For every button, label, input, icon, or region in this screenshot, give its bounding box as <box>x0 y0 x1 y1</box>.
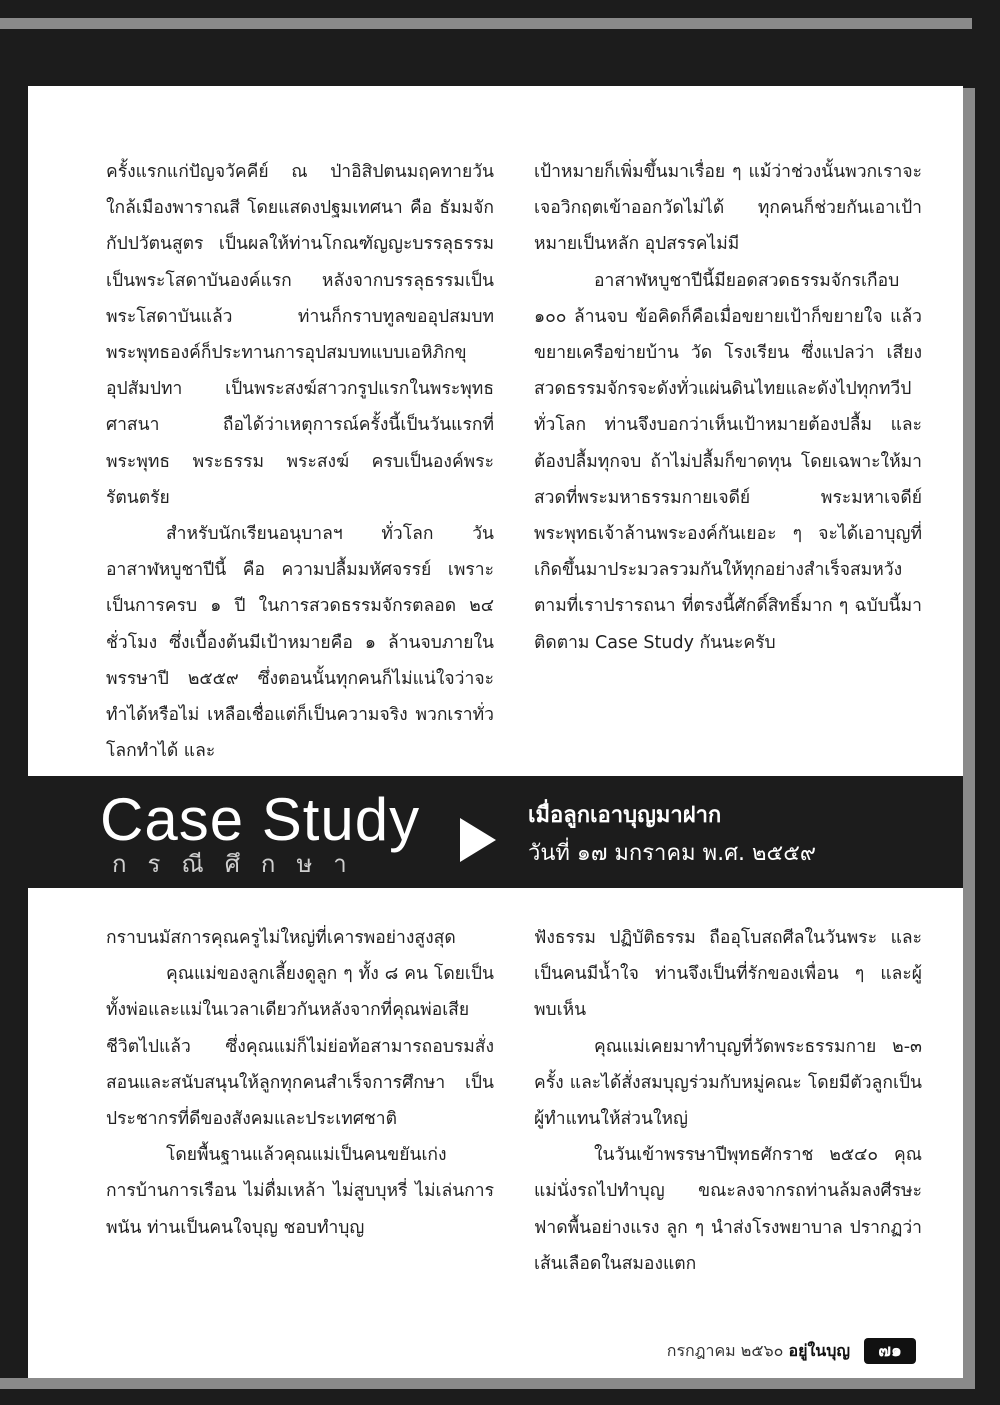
page-number-badge: ๗๑ <box>864 1338 916 1364</box>
top-text-panel <box>28 86 963 776</box>
top-left-column <box>106 154 494 769</box>
page-footer <box>620 1339 850 1363</box>
case-study-heading: Case Study <box>100 786 421 853</box>
bottom-text-panel <box>28 888 963 1378</box>
case-study-subheading: กรณีศึกษา <box>112 850 368 878</box>
paragraph: คุณแม่ของลูกเลี้ยงดูลูก ๆ ทั้ง ๘ คน โดยเป็นทั้งพ่อและแม่ในเวลาเดียวกันหลังจากที่คุณพ่อเสียชีวิตไปแล้ว ซึ่งคุณแม่ก็ไม่ย่อท้อสามารถอบรมสั่งสอนและสนับสนุนให้ลูกทุกคนสำเร็จการศึกษา เป็นประชากรที่ดีของสังคมและประเทศชาติ <box>106 964 494 1130</box>
top-edge-strip <box>0 18 972 29</box>
paragraph: ในวันเข้าพรรษาปีพุทธศักราช ๒๕๔๐ คุณแม่นั่งรถไปทำบุญ ขณะลงจากรถท่านล้มลงศีรษะฟาดพื้นอย่างแรง ลูก ๆ นำส่งโรงพยาบาล ปรากฏว่าเส้นเลือดในสมองแตก <box>534 1145 922 1274</box>
paragraph: เป้าหมายก็เพิ่มขึ้นมาเรื่อย ๆ แม้ว่าช่วงนั้นพวกเราจะเจอวิกฤตเข้าออกวัดไม่ได้ ทุกคนก็ช่วยกันเอาเป้าหมายเป็นหลัก อุปสรรคไม่มี <box>534 162 922 255</box>
paragraph: สำหรับนักเรียนอนุบาลฯ ทั่วโลก วันอาสาฬหบูชาปีนี้ คือ ความปลื้มมหัศจรรย์ เพราะเป็นการครบ ๑ ปี ในการสวดธรรมจักรตลอด ๒๔ ชั่วโมง ซึ่งเบื้องต้นมีเป้าหมายคือ ๑ ล้านจบภายในพรรษาปี ๒๕๕๙ ซึ่งตอนนั้นทุกคนก็ไม่แน่ใจว่าจะทำได้หรือไม่ เหลือเชื่อแต่ก็เป็นความจริง พวกเราทั่วโลกทำได้ และ <box>106 524 494 762</box>
paragraph: กราบนมัสการคุณครูไม่ใหญ่ที่เคารพอย่างสูงสุด <box>106 928 456 948</box>
paragraph: ฟังธรรม ปฏิบัติธรรม ถืออุโบสถศีลในวันพระ และเป็นคนมีน้ำใจ ท่านจึงเป็นที่รักของเพื่อน ๆ และผู้พบเห็น <box>534 928 922 1021</box>
right-edge-strip <box>963 88 975 1378</box>
bottom-left-column <box>106 920 494 1246</box>
top-right-column <box>534 154 922 661</box>
magazine-name: อยู่ในบุญ <box>788 1341 850 1360</box>
paragraph: คุณแม่เคยมาทำบุญที่วัดพระธรรมกาย ๒-๓ ครั้ง และได้สั่งสมบุญร่วมกับหมู่คณะ โดยมีตัวลูกเป็นผู้ทำแทนให้ส่วนใหญ่ <box>534 1036 922 1130</box>
bottom-right-column <box>534 920 922 1282</box>
story-title: เมื่อลูกเอาบุญมาฝาก <box>528 803 722 828</box>
play-triangle-icon <box>460 818 496 862</box>
bottom-edge-strip <box>0 1378 975 1389</box>
issue-date: กรกฎาคม ๒๕๖๐ <box>666 1341 784 1360</box>
paragraph: โดยพื้นฐานแล้วคุณแม่เป็นคนขยันเก่งการบ้านการเรือน ไม่ดื่มเหล้า ไม่สูบบุหรี่ ไม่เล่นการพนัน ท่านเป็นคนใจบุญ ชอบทำบุญ <box>106 1145 494 1238</box>
paragraph: ครั้งแรกแก่ปัญจวัคคีย์ ณ ป่าอิสิปตนมฤคทายวัน ใกล้เมืองพาราณสี โดยแสดงปฐมเทศนา คือ ธัมมจักกัปปวัตนสูตร เป็นผลให้ท่านโกณฑัญญะบรรลุธรรมเป็นพระโสดาบันองค์แรก หลังจากบรรลุธรรมเป็นพระโสดาบันแล้ว ท่านก็กราบทูลขออุปสมบท พระพุทธองค์ก็ประทานการอุปสมบทแบบเอหิภิกขุอุปสัมปทา เป็นพระสงฆ์สาวกรูปแรกในพระพุทธศาสนา ถือได้ว่าเหตุการณ์ครั้งนี้เป็นวันแรกที่พระพุทธ พระธรรม พระสงฆ์ ครบเป็นองค์พระรัตนตรัย <box>106 162 494 508</box>
story-date: วันที่ ๑๗ มกราคม พ.ศ. ๒๕๕๙ <box>528 841 816 866</box>
paragraph: อาสาฬหบูชาปีนี้มียอดสวดธรรมจักรเกือบ ๑๐๐ ล้านจบ ข้อคิดก็คือเมื่อขยายเป้าก็ขยายใจ แล้วขยายเครือข่ายบ้าน วัด โรงเรียน ซึ่งแปลว่า เสียงสวดธรรมจักรจะดังทั่วแผ่นดินไทยและดังไปทุกทวีปทั่วโลก ท่านจึงบอกว่าเห็นเป้าหมายต้องปลื้ม และต้องปลื้มทุกจบ ถ้าไม่ปลื้มก็ขาดทุน โดยเฉพาะให้มาสวดที่พระมหาธรรมกายเจดีย์ พระมหาเจดีย์พระพุทธเจ้าล้านพระองค์กันเยอะ ๆ จะได้เอาบุญที่เกิดขึ้นมาประมวลรวมกันให้ทุกอย่างสำเร็จสมหวังตามที่เราปรารถนา ที่ตรงนี้ศักดิ์สิทธิ์มาก ๆ ฉบับนี้มาติดตาม Case Study กันนะครับ <box>534 270 922 653</box>
